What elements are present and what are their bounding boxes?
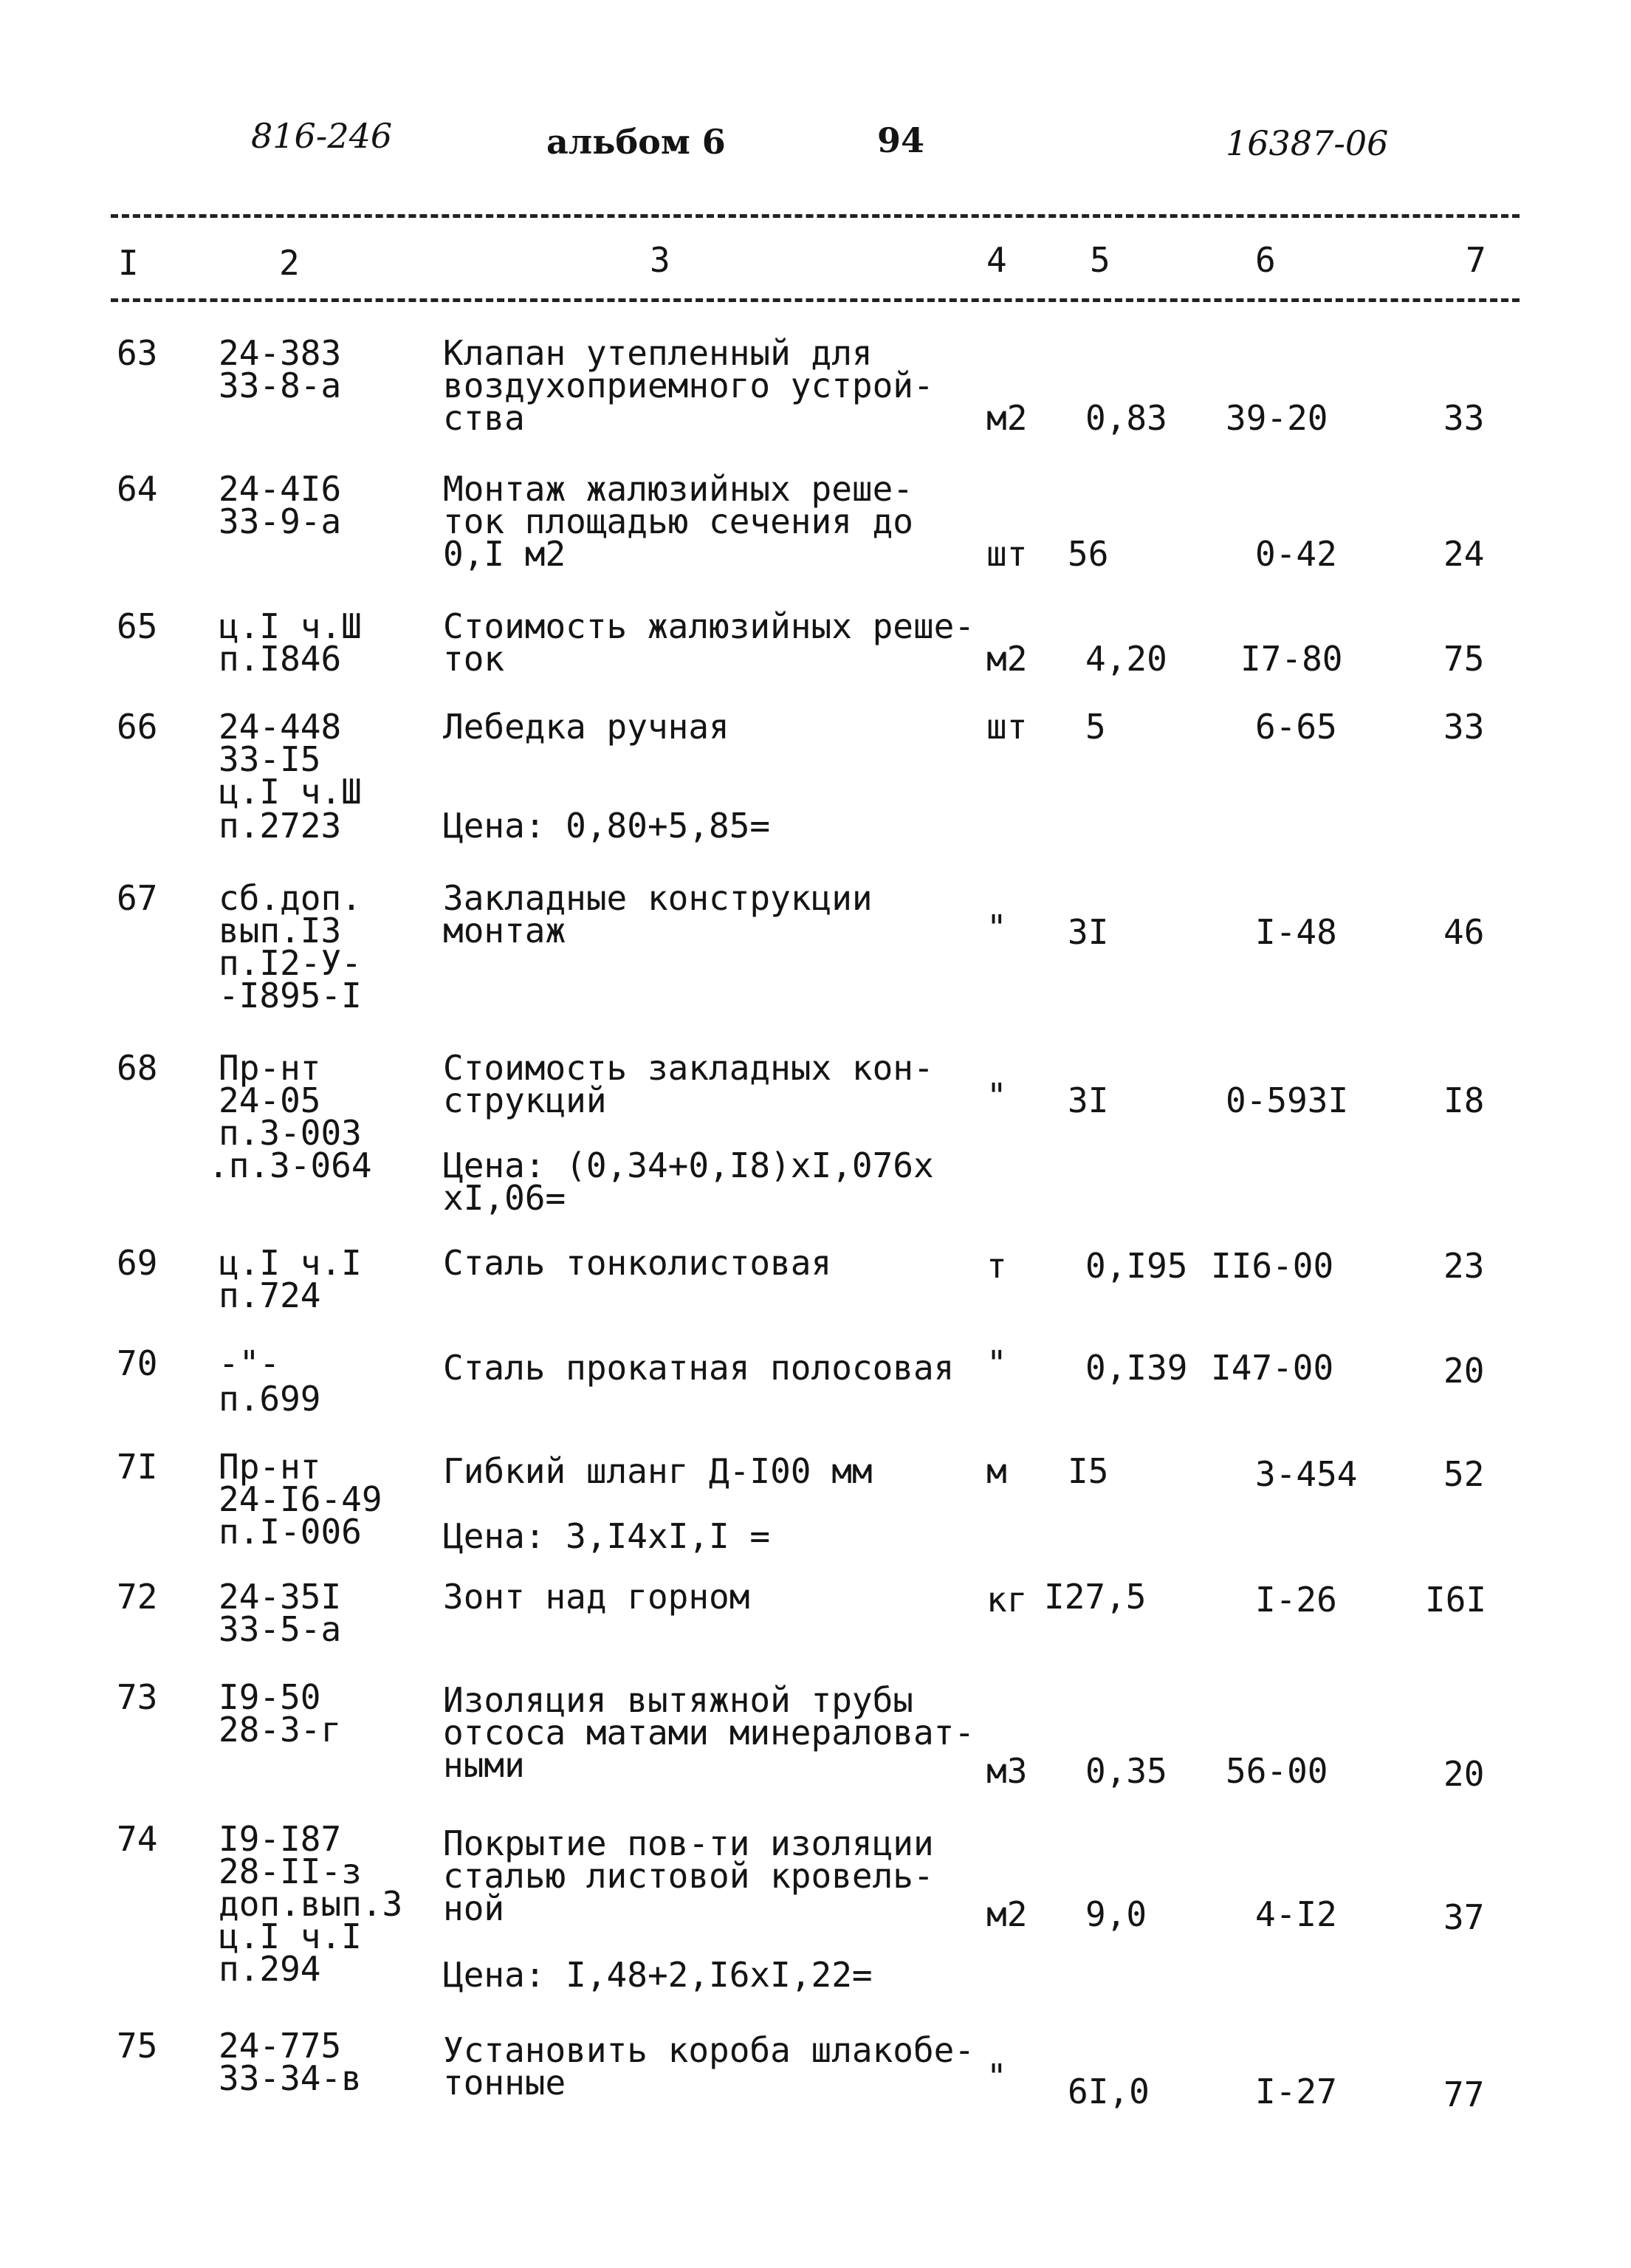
code-line: Пр-нт — [219, 1048, 321, 1088]
unit: " — [986, 1343, 1007, 1383]
unit-price: I-26 — [1255, 1580, 1337, 1620]
description-line: Лебедка ручная — [443, 707, 729, 747]
total: 77 — [1443, 2075, 1485, 2114]
row-number: 72 — [117, 1577, 158, 1617]
quantity: 3I — [1068, 912, 1109, 952]
code-line: .п.3-064 — [208, 1145, 372, 1185]
sheet-code: 16387-06 — [1226, 123, 1389, 163]
unit-price: 3-454 — [1255, 1454, 1358, 1494]
column-header-5: 5 — [1090, 240, 1110, 280]
quantity: 0,35 — [1085, 1751, 1167, 1791]
row-number: 69 — [117, 1243, 158, 1283]
code-line: п.724 — [219, 1275, 321, 1315]
description-line: сталью листовой кровель- — [443, 1856, 934, 1896]
unit-price: 6-65 — [1255, 707, 1337, 747]
row-number: 64 — [117, 469, 158, 509]
quantity: 0,83 — [1085, 398, 1167, 438]
description-line: Стоимость закладных кон- — [443, 1048, 934, 1088]
price-note: хI,06= — [443, 1178, 566, 1218]
total: 20 — [1443, 1754, 1485, 1794]
unit: " — [986, 1076, 1007, 1116]
description-line: Сталь тонколистовая — [443, 1243, 832, 1283]
code-line: п.I2-У- — [219, 943, 362, 983]
description-line: струкций — [443, 1080, 607, 1120]
unit: " — [986, 908, 1007, 948]
total: 20 — [1443, 1351, 1485, 1391]
row-number: 70 — [117, 1343, 158, 1383]
unit-price: 39-20 — [1226, 398, 1328, 438]
unit-price: 0-593I — [1226, 1080, 1349, 1120]
code-line: 24-35I — [219, 1577, 342, 1617]
column-header-4: 4 — [986, 240, 1007, 280]
total: 23 — [1443, 1246, 1485, 1286]
row-number: 75 — [117, 2026, 158, 2066]
code-line: 33-9-а — [219, 501, 342, 541]
unit-price: I-48 — [1255, 912, 1337, 952]
quantity: I5 — [1068, 1451, 1109, 1491]
code-line: I9-50 — [219, 1677, 321, 1717]
row-number: 65 — [117, 606, 158, 646]
code-line: п.294 — [219, 1949, 321, 1989]
total: 37 — [1443, 1897, 1485, 1937]
unit-price: 0-42 — [1255, 534, 1337, 574]
code-line: ц.I ч.I — [219, 1916, 362, 1956]
doc-code: 816-246 — [251, 116, 393, 156]
code-line: вып.I3 — [219, 911, 342, 950]
quantity: 4,20 — [1085, 639, 1167, 679]
price-note: Цена: (0,34+0,I8)хI,076х — [443, 1145, 934, 1185]
quantity: 0,I95 — [1085, 1246, 1188, 1286]
quantity: I27,5 — [1044, 1577, 1147, 1617]
description-line: Сталь прокатная полосовая — [443, 1348, 955, 1388]
unit-price: II6-00 — [1211, 1246, 1334, 1286]
code-line: 33-34-в — [219, 2058, 362, 2098]
quantity: 3I — [1068, 1080, 1109, 1120]
header-rule-top — [111, 214, 1520, 218]
description-line: 0,I м2 — [443, 534, 566, 574]
total: 46 — [1443, 912, 1485, 952]
column-header-7: 7 — [1466, 240, 1486, 280]
code-line: ц.I ч.Ш — [219, 772, 362, 812]
total: 33 — [1443, 398, 1485, 438]
unit-price: 4-I2 — [1255, 1894, 1337, 1934]
row-number: 73 — [117, 1677, 158, 1717]
quantity: 6I,0 — [1068, 2072, 1150, 2111]
unit: м2 — [986, 1894, 1028, 1934]
total: 33 — [1443, 707, 1485, 747]
code-line: 24-383 — [219, 333, 342, 373]
code-line: 24-4I6 — [219, 469, 342, 509]
description-line: ток — [443, 639, 505, 679]
column-header-2: 2 — [279, 243, 300, 283]
unit-price: I47-00 — [1211, 1348, 1334, 1388]
description-line: воздухоприемного устрой- — [443, 366, 934, 405]
description-line: отсоса матами минераловат- — [443, 1713, 975, 1753]
unit-price: 56-00 — [1226, 1751, 1328, 1791]
row-number: 74 — [117, 1819, 158, 1859]
code-line: 28-3-г — [219, 1710, 342, 1750]
code-line: 24-05 — [219, 1080, 321, 1120]
code-line: ц.I ч.I — [219, 1243, 362, 1283]
column-header-3: 3 — [650, 240, 670, 280]
code-line: п.2723 — [219, 806, 342, 846]
code-line: 24-I6-49 — [219, 1479, 382, 1519]
total: 75 — [1443, 639, 1485, 679]
code-line: -I895-I — [219, 976, 362, 1015]
total: 24 — [1443, 534, 1485, 574]
unit: кг — [986, 1580, 1028, 1620]
quantity: 9,0 — [1085, 1894, 1147, 1934]
code-line: п.699 — [219, 1379, 321, 1419]
unit: " — [986, 2057, 1007, 2097]
description-line: ными — [443, 1745, 525, 1785]
unit-price: I7-80 — [1240, 639, 1343, 679]
description-line: Зонт над горном — [443, 1577, 750, 1617]
row-number: 67 — [117, 878, 158, 918]
code-line: 33-I5 — [219, 739, 321, 779]
unit: шт — [986, 707, 1028, 747]
row-number: 68 — [117, 1048, 158, 1088]
page-number: 94 — [877, 120, 925, 160]
code-line: сб.доп. — [219, 878, 362, 918]
code-line: 24-448 — [219, 707, 342, 747]
album-label: альбом 6 — [546, 122, 726, 162]
code-line: п.I-006 — [219, 1512, 362, 1552]
code-line: 24-775 — [219, 2026, 342, 2066]
description-line: Клапан утепленный для — [443, 333, 873, 373]
code-line: п.I846 — [219, 639, 342, 679]
description-line: Покрытие пов-ти изоляции — [443, 1823, 934, 1863]
total: 52 — [1443, 1454, 1485, 1494]
quantity: 5 — [1085, 707, 1106, 747]
price-note: Цена: 0,80+5,85= — [443, 806, 771, 846]
unit: м2 — [986, 639, 1028, 679]
description-line: ной — [443, 1888, 505, 1928]
total: I8 — [1443, 1080, 1485, 1120]
unit: т — [986, 1246, 1007, 1286]
description-line: Установить короба шлакобе- — [443, 2030, 975, 2070]
quantity: 0,I39 — [1085, 1348, 1188, 1388]
description-line: ток площадью сечения до — [443, 501, 913, 541]
header-rule-bottom — [111, 298, 1520, 302]
description-line: ства — [443, 398, 525, 438]
column-header-6: 6 — [1255, 240, 1276, 280]
unit: м2 — [986, 398, 1028, 438]
code-line: ц.I ч.Ш — [219, 606, 362, 646]
description-line: Гибкий шланг Д-I00 мм — [443, 1451, 873, 1491]
description-line: Монтаж жалюзийных реше- — [443, 469, 913, 509]
code-line: 28-II-з — [219, 1851, 362, 1891]
code-line: -"- — [219, 1343, 281, 1383]
unit-price: I-27 — [1255, 2072, 1337, 2111]
code-line: 33-5-а — [219, 1609, 342, 1649]
row-number: 66 — [117, 707, 158, 747]
unit: м3 — [986, 1751, 1028, 1791]
price-note: Цена: 3,I4хI,I = — [443, 1516, 771, 1556]
description-line: Закладные конструкции — [443, 878, 873, 918]
quantity: 56 — [1068, 534, 1109, 574]
description-line: монтаж — [443, 911, 566, 950]
code-line: 33-8-а — [219, 366, 342, 405]
unit: шт — [986, 534, 1028, 574]
row-number: 7I — [117, 1447, 158, 1487]
description-line: тонные — [443, 2063, 566, 2103]
code-line: Пр-нт — [219, 1447, 321, 1487]
description-line: Стоимость жалюзийных реше- — [443, 606, 975, 646]
price-note: Цена: I,48+2,I6хI,22= — [443, 1955, 873, 1995]
row-number: 63 — [117, 333, 158, 373]
code-line: доп.вып.3 — [219, 1884, 403, 1924]
code-line: I9-I87 — [219, 1819, 342, 1859]
description-line: Изоляция вытяжной трубы — [443, 1680, 913, 1720]
unit: м — [986, 1451, 1007, 1491]
total: I6I — [1425, 1580, 1487, 1620]
code-line: п.3-003 — [219, 1113, 362, 1153]
column-header-1: I — [118, 243, 139, 283]
